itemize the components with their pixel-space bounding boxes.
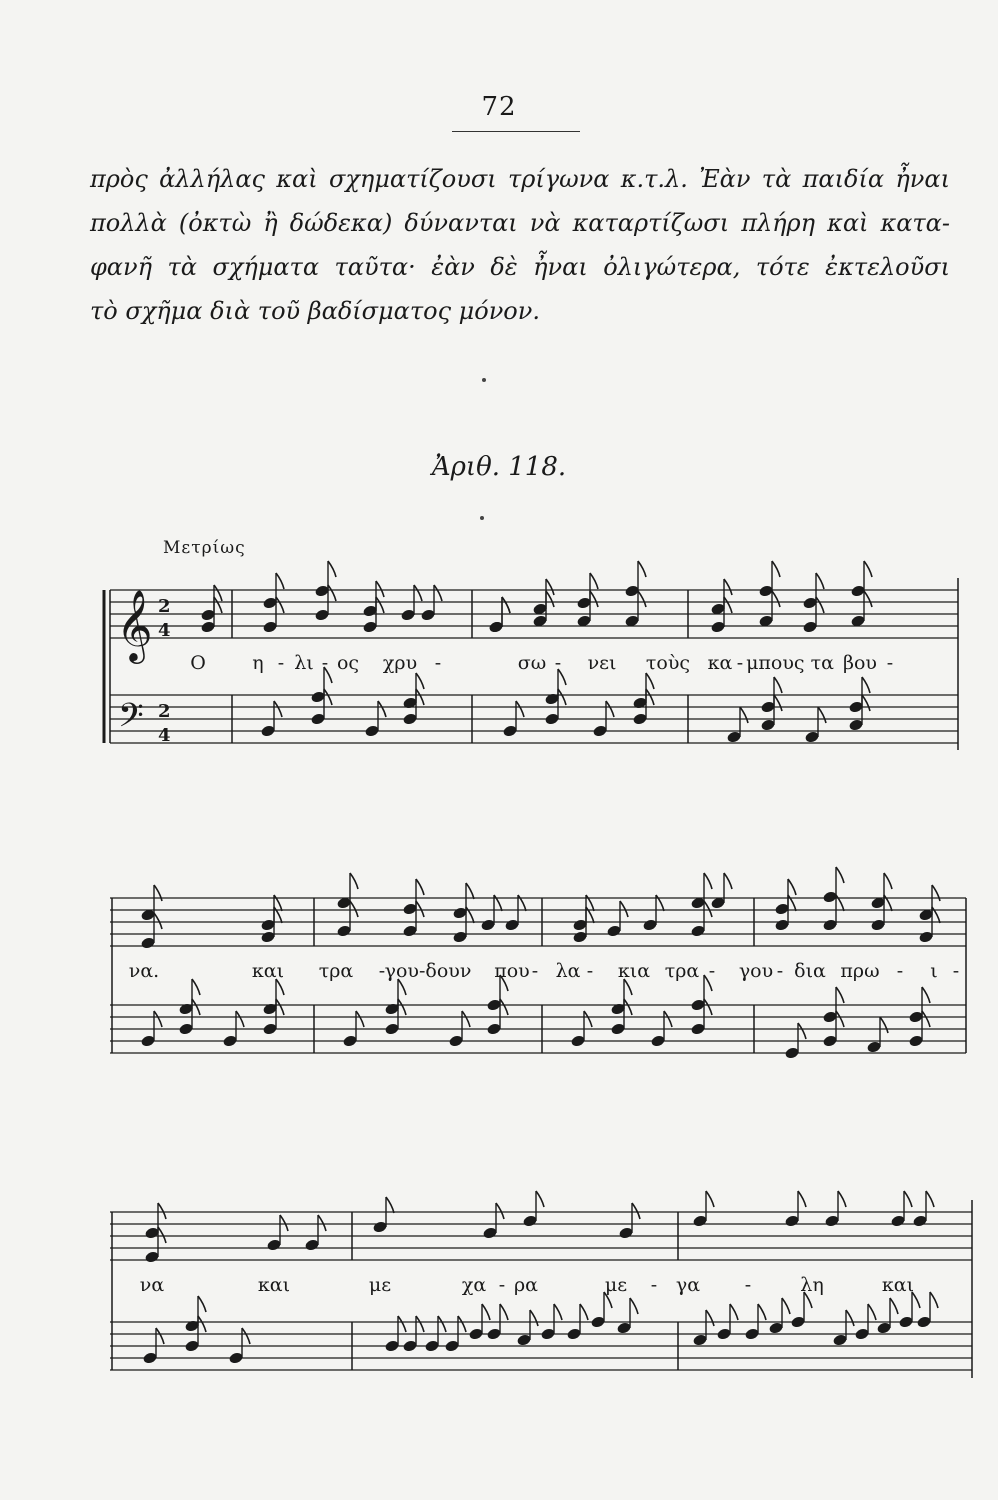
lyric-syllable: λη: [800, 1274, 824, 1296]
note: [832, 1310, 854, 1347]
note: [522, 1191, 544, 1228]
lyric-syllable: ος: [336, 652, 360, 674]
piece-title: Ἀριθ. 118.: [431, 452, 567, 482]
lyric-syllable: με: [604, 1274, 628, 1296]
lyric-syllable: τρα: [664, 960, 700, 982]
bass-clef-icon: 𝄢: [118, 697, 144, 743]
note: [624, 561, 646, 598]
lyric-syllable: κα: [707, 652, 733, 674]
lyric-syllable: ι: [930, 960, 938, 982]
note: [266, 1215, 288, 1252]
note: [876, 1298, 898, 1335]
lyric-syllable: κια: [617, 960, 651, 982]
note: [692, 1191, 714, 1228]
lyric-syllable: σω: [517, 652, 547, 674]
lyric-syllable: χα: [461, 1274, 487, 1296]
lyric-syllable: και: [881, 1274, 915, 1296]
lyric-syllable: γου-δουν: [384, 960, 472, 982]
lyric-syllable: η: [252, 652, 264, 674]
page-number: 72: [481, 92, 517, 122]
note: [768, 1298, 790, 1335]
lyric-syllable: -: [554, 652, 562, 674]
lyric-syllable: να.: [128, 960, 160, 982]
note: [848, 695, 870, 732]
lyric-syllable: γου: [738, 960, 774, 982]
note: [576, 573, 598, 610]
note: [710, 579, 732, 616]
lyric-syllable: -: [886, 652, 894, 674]
note: [402, 673, 424, 710]
bass-staff-3: [110, 1322, 972, 1370]
note: [372, 1197, 394, 1234]
lyric-syllable: ρα: [513, 1274, 539, 1296]
note: [362, 581, 384, 618]
treble-clef-icon: 𝄞: [116, 588, 153, 661]
note: [618, 1203, 640, 1240]
note: [606, 901, 628, 938]
lyric-syllable: -: [434, 652, 442, 674]
lyric-syllable: -: [896, 960, 904, 982]
note: [690, 873, 712, 910]
lyric-syllable: -: [744, 1274, 752, 1296]
note: [692, 1310, 714, 1347]
lyric-syllable: -: [321, 652, 329, 674]
note: [760, 695, 782, 732]
lyric-syllable: γα: [675, 1274, 701, 1296]
note: [184, 1296, 206, 1333]
note: [544, 669, 566, 706]
note: [616, 1298, 638, 1335]
lyric-syllable: να: [139, 1274, 165, 1296]
note: [516, 1310, 538, 1347]
time-sig-upper: 2: [158, 596, 171, 617]
lyric-syllable: λι: [294, 652, 314, 674]
lyric-syllable: -: [952, 960, 960, 982]
lyric-syllable: που: [494, 960, 530, 982]
lyric-syllable: -: [531, 960, 539, 982]
tempo-marking: Μετρίως: [163, 538, 246, 558]
note: [784, 1191, 806, 1228]
lyric-syllable: -: [736, 652, 744, 674]
treble-staff-3: [110, 1212, 972, 1260]
lyric-syllable: -: [378, 960, 386, 982]
note: [304, 1215, 326, 1252]
note: [384, 979, 406, 1016]
note: [774, 895, 796, 932]
time-sig-lower: 4: [158, 725, 171, 746]
note: [850, 591, 872, 628]
note: [758, 591, 780, 628]
note: [336, 873, 358, 910]
lyric-syllable: πρω: [840, 960, 880, 982]
lyric-syllable: -: [277, 652, 285, 674]
time-sig-upper: 2: [158, 701, 171, 722]
bass-staff-1: [110, 695, 958, 743]
note: [804, 707, 826, 744]
note: [898, 1292, 920, 1329]
note: [624, 591, 646, 628]
lyric-syllable: -: [650, 1274, 658, 1296]
note: [866, 1017, 888, 1054]
note: [824, 1191, 846, 1228]
lyric-syllable: χρυ: [382, 652, 418, 674]
lyric-syllable: -: [708, 960, 716, 982]
note: [178, 979, 200, 1016]
note: [916, 1292, 938, 1329]
note: [504, 895, 526, 932]
lyric-syllable: και: [257, 1274, 291, 1296]
note: [610, 979, 632, 1016]
lyric-syllable: -: [776, 960, 784, 982]
note: [590, 1292, 612, 1329]
lyric-syllable: με: [368, 1274, 392, 1296]
lyric-syllable: τρα: [318, 960, 354, 982]
time-sig-lower: 4: [158, 620, 171, 641]
lyric-syllable: -: [586, 960, 594, 982]
lyric-syllable: βου: [843, 652, 877, 674]
note: [140, 885, 162, 922]
lyric-syllable: λα: [555, 960, 581, 982]
note: [482, 1203, 504, 1240]
note: [790, 1292, 812, 1329]
treble-staff-1: [110, 590, 958, 638]
paragraph-line-1: πρὸς ἀλλήλας καὶ σχηματίζουσι τρίγωνα κ.τ.λ. Ἐὰν τὰ παιδία ἦναι: [90, 165, 950, 193]
lyric-syllable: νει: [587, 652, 617, 674]
note: [912, 1191, 934, 1228]
lyric-syllable: και: [251, 960, 285, 982]
lyric-syllable: Ο: [190, 652, 206, 674]
note: [726, 707, 748, 744]
note: [758, 561, 780, 598]
note: [890, 1191, 912, 1228]
treble-staff-2: [110, 898, 966, 946]
note: [642, 895, 664, 932]
system-3: [110, 1200, 972, 1378]
note: [710, 873, 732, 910]
paragraph-line-3: φανῆ τὰ σχήματα ταῦτα· ἐὰν δὲ ἦναι ὀλιγώτερα, τότε ἐκτελοῦσι: [90, 253, 950, 281]
lyric-syllable: -: [498, 1274, 506, 1296]
paragraph-line-2: πολλὰ (ὀκτὼ ἢ δώδεκα) δύνανται νὰ καταρτίζωσι πλήρη καὶ κατα-: [90, 209, 950, 237]
note: [632, 673, 654, 710]
lyric-syllable: τοὺς: [645, 652, 691, 674]
lyric-syllable: δια: [794, 960, 826, 982]
lyric-syllable: μπους τα: [746, 652, 834, 674]
note: [850, 561, 872, 598]
paragraph-line-4: τὸ σχῆμα διὰ τοῦ βαδίσματος μόνον.: [90, 297, 540, 325]
note: [262, 979, 284, 1016]
note: [576, 591, 598, 628]
note: [480, 895, 502, 932]
